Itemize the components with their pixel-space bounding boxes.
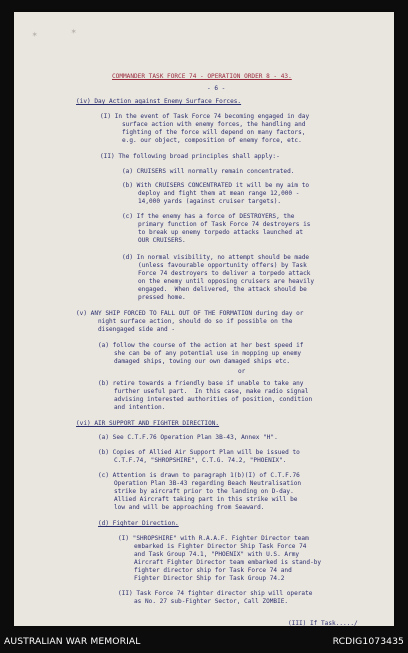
text-line: to break up enemy torpedo attacks launched at (138, 229, 304, 236)
text-line: (b) Copies of Allied Air Support Plan will be issued to (98, 449, 300, 456)
text-line: or (238, 368, 246, 375)
text-line: (III) If Task...../ (288, 620, 358, 626)
text-line: (a) CRUISERS will normally remain concentrated. (122, 168, 295, 175)
text-line: Aircraft Fighter Director team embarked is stand-by (134, 559, 322, 566)
text-line: Allied Aircraft taking part in this strike will be (114, 496, 298, 503)
text-line: 14,000 yards (against cruiser targets). (138, 198, 282, 205)
text-line: (II) Task Force 74 fighter director ship will operate (118, 590, 313, 597)
text-line: (iv) Day Action against Enemy Surface Forces. (76, 98, 242, 105)
punch-mark-icon: ✶ (32, 30, 38, 40)
text-line: Force 74 destroyers to deliver a torpedo attack (138, 270, 311, 277)
text-line: (II) The following broad principles shall apply:- (100, 153, 280, 160)
text-line: (b) With CRUISERS CONCENTRATED it will be my aim to (122, 182, 310, 189)
text-line: pressed home. (138, 294, 186, 301)
text-line: Fighter Director Ship for Task Group 74.2 (134, 575, 285, 582)
text-line: surface action with enemy forces, the handling and (122, 121, 306, 128)
text-line: e.g. our object, composition of enemy force, etc. (122, 137, 302, 144)
text-line: (a) See C.T.F.76 Operation Plan 3B-43, Annex "H". (98, 434, 278, 441)
text-line: on the enemy until opposing cruisers are heavily (138, 278, 315, 285)
text-line: fighter director ship for Task Force 74 and (134, 567, 292, 574)
text-line: (d) In normal visibility, no attempt should be made (122, 254, 310, 261)
text-line: (a) follow the course of the action at her best speed if (98, 342, 304, 349)
document-page (14, 12, 394, 626)
text-line: further useful part. In this case, make radio signal (114, 388, 309, 395)
text-line: strike by aircraft prior to the landing on D-day. (114, 488, 294, 495)
text-line: as No. 27 sub-Fighter Sector, Call ZOMBIE. (134, 598, 289, 605)
text-line: (I) "SHROPSHIRE" with R.A.A.F. Fighter Director team (118, 535, 309, 542)
text-line: primary function of Task Force 74 destroyers is (138, 221, 311, 228)
footer-record-id: RCDIG1073435 (332, 636, 404, 647)
text-line: OUR CRUISERS. (138, 237, 186, 244)
text-line: and Task Group 74.1, "PHOENIX" with U.S. Army (134, 551, 300, 558)
text-line: (I) In the event of Task Force 74 becoming engaged in day (100, 113, 310, 120)
text-line: (c) If the enemy has a force of DESTROYERS, the (122, 213, 295, 220)
text-line: (vi) AIR SUPPORT AND FIGHTER DIRECTION. (76, 420, 220, 427)
archive-footer (0, 636, 408, 650)
text-line: C.T.F.74, "SHROPSHIRE", C.T.G. 74.2, "PHOENIX". (114, 457, 287, 464)
text-line: fighting of the force will depend on many factors, (122, 129, 306, 136)
page-number: - 6 - (207, 85, 226, 92)
text-line: engaged. When delivered, the attack should be (138, 286, 307, 293)
text-line: she can be of any potential use in mopping up enemy (114, 350, 302, 357)
text-line: damaged ships, towing our own damaged ships etc. (114, 358, 291, 365)
punch-mark-icon: ✶ (71, 27, 77, 37)
footer-institution: AUSTRALIAN WAR MEMORIAL (4, 636, 141, 647)
text-line: and intention. (114, 404, 166, 411)
text-line: (d) Fighter Direction. (98, 520, 179, 527)
text-line: night surface action, should do so if possible on the (98, 318, 293, 325)
text-line: (b) retire towards a friendly base if unable to take any (98, 380, 304, 387)
document-title: COMMANDER TASK FORCE 74 - OPERATION ORDER 8 - 43. (112, 73, 292, 80)
text-line: low and will be approaching from Seaward. (114, 504, 265, 511)
text-line: embarked is Fighter Director Ship Task Force 74 (134, 543, 307, 550)
text-line: (unless favourable opportunity offers) by Task (138, 262, 307, 269)
text-line: (v) ANY SHIP FORCED TO FALL OUT OF THE FORMATION during day or (76, 310, 304, 317)
text-line: (c) Attention is drawn to paragraph 1(b)(I) of C.T.F.76 (98, 472, 300, 479)
text-line: deploy and fight them at mean range 12,000 - (138, 190, 300, 197)
document-text (14, 12, 394, 626)
text-line: disengaged side and - (98, 326, 176, 333)
text-line: advising interested authorities of position, condition (114, 396, 313, 403)
text-line: Operation Plan 3B-43 regarding Beach Neutralisation (114, 480, 302, 487)
